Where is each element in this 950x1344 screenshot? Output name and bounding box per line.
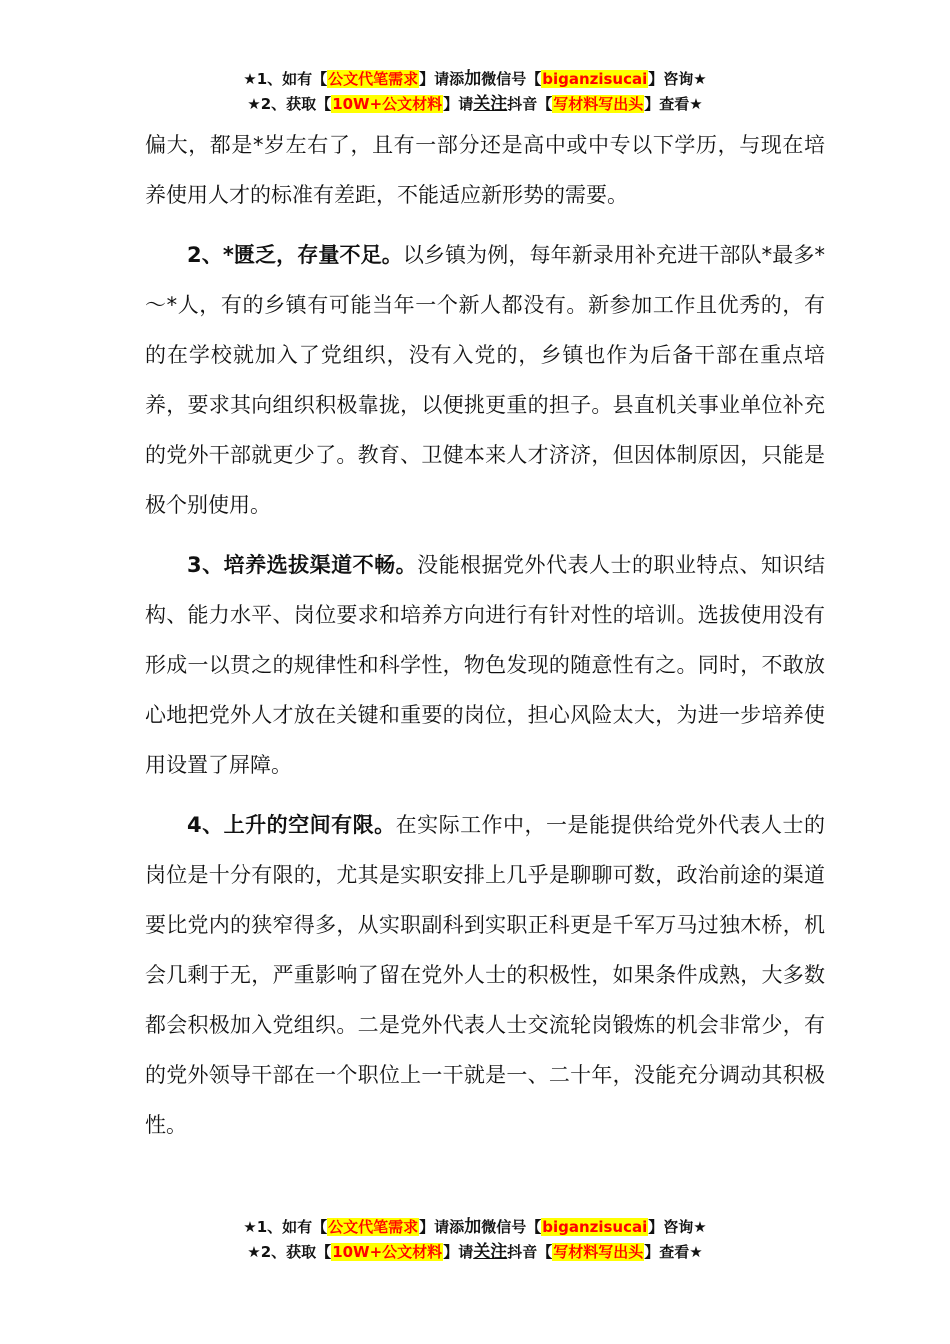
footer-banner (0, 1215, 950, 1265)
banner-line-2 (0, 1240, 950, 1265)
banner-text: 】请添 (419, 1218, 465, 1236)
banner-emphasis: 关注 (473, 1242, 508, 1262)
highlight-wechat-id: biganzisucai (542, 70, 648, 88)
banner-text: 】请 (443, 95, 474, 113)
continuation-paragraph: 偏大，都是*岁左右了，且有一部分还是高中或中专以下学历，与现在培养使用人才的标准有差距，不能适应新形势的需要。 (145, 133, 825, 207)
banner-text: ★2、获取【 (247, 95, 332, 113)
banner-text: 抖音【 (507, 1243, 553, 1261)
paragraph-2 (145, 230, 825, 530)
header-banner (0, 67, 950, 117)
banner-text: 】请 (443, 1243, 474, 1261)
banner-text: ★2、获取【 (247, 1243, 332, 1261)
banner-text: 】查看★ (644, 95, 703, 113)
paragraph-text: 以乡镇为例，每年新录用补充进干部队*最多*～*人，有的乡镇有可能当年一个新人都没有。新参加工作且优秀的，有的在学校就加入了党组织，没有入党的，乡镇也作为后备干部在重点培养，要求其向组织积极靠拢，以便挑更重的担子。县直机关事业单位补充的党外干部就更少了。教育、卫健本来人才济济，但因体制原因，只能是极个别使用。 (145, 243, 826, 517)
highlight-douyin-account: 写材料写出头 (553, 95, 644, 113)
highlight-douyin-account: 写材料写出头 (553, 1243, 644, 1261)
banner-text: 】咨询★ (648, 70, 707, 88)
banner-line-1 (0, 67, 950, 92)
banner-text: 微信号【 (481, 70, 542, 88)
highlight-wechat-id: biganzisucai (542, 1218, 648, 1236)
paragraph-3 (145, 540, 825, 790)
banner-line-2 (0, 92, 950, 117)
banner-text: 微信号【 (481, 1218, 542, 1236)
paragraph-heading: 2、*匮乏，存量不足。 (187, 243, 403, 267)
highlight-materials: 10W+公文材料 (332, 95, 443, 113)
paragraph-text: 在实际工作中，一是能提供给党外代表人士的岗位是十分有限的，尤其是实职安排上几乎是聊聊可数，政治前途的渠道要比党内的狭窄得多，从实职副科到实职正科更是千军万马过独木桥，机会几剩于无，严重影响了留在党外人士的积极性，如果条件成熟，大多数都会积极加入党组织。二是党外代表人士交流轮岗锻炼的机会非常少，有的党外领导干部在一个职位上一干就是一、二十年，没能充分调动其积极性。 (145, 813, 825, 1137)
banner-text: ★1、如有【 (243, 1218, 328, 1236)
banner-text: ★1、如有【 (243, 70, 328, 88)
banner-emphasis: 关注 (473, 94, 508, 114)
banner-text: 】查看★ (644, 1243, 703, 1261)
paragraph-4 (145, 800, 825, 1150)
highlight-writing-service: 公文代笔需求 (328, 1218, 419, 1236)
banner-text: 抖音【 (507, 95, 553, 113)
paragraph-text: 没能根据党外代表人士的职业特点、知识结构、能力水平、岗位要求和培养方向进行有针对性的培训。选拔使用没有形成一以贯之的规律性和科学性，物色发现的随意性有之。同时，不敢放心地把党外人才放在关键和重要的岗位，担心风险太大，为进一步培养使用设置了屏障。 (145, 553, 825, 777)
banner-emphasis: 加 (464, 1217, 482, 1237)
banner-emphasis: 加 (464, 69, 482, 89)
banner-text: 】请添 (419, 70, 465, 88)
banner-line-1 (0, 1215, 950, 1240)
highlight-writing-service: 公文代笔需求 (328, 70, 419, 88)
banner-text: 】咨询★ (648, 1218, 707, 1236)
document-body (145, 120, 825, 1150)
highlight-materials: 10W+公文材料 (332, 1243, 443, 1261)
paragraph-heading: 3、培养选拔渠道不畅。 (187, 553, 418, 577)
paragraph-heading: 4、上升的空间有限。 (187, 813, 396, 837)
